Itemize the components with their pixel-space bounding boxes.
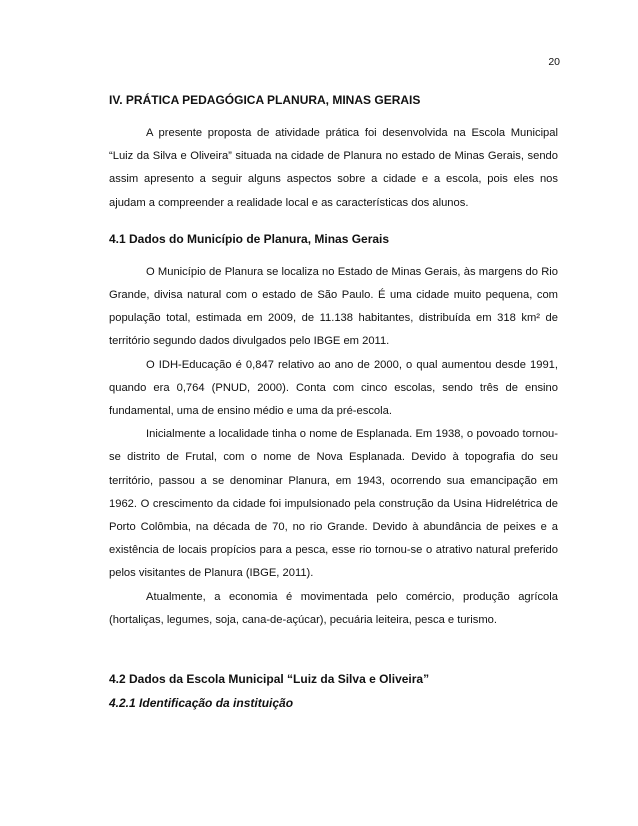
page-number: 20 <box>548 56 560 68</box>
section-4-1-paragraph-2: O IDH-Educação é 0,847 relativo ao ano de 2000, o qual aumentou desde 1991, quando era 0,764 (PNUD, 2000). Conta com cinco escolas, sendo três de ensino fundamental, uma de ensino médio e uma da pré-escola. <box>109 358 558 418</box>
section-iv-heading: IV. PRÁTICA PEDAGÓGICA PLANURA, MINAS GERAIS <box>109 93 421 107</box>
section-4-2-1-heading: 4.2.1 Identificação da instituição <box>109 696 294 711</box>
section-4-1-paragraph-4: Atualmente, a economia é movimentada pelo comércio, produção agrícola (hortaliças, legumes, soja, cana-de-açúcar), pecuária leiteira, pesca e turismo. <box>109 590 558 626</box>
section-4-1-paragraph-3: Inicialmente a localidade tinha o nome de Esplanada. Em 1938, o povoado tornou-se distrito de Frutal, com o nome de Nova Esplanada. Devido à topografia do seu território, passou a se denominar Planura, em 1943, ocorrendo sua emancipação em 1962. O crescimento da cidade foi impulsionado pela construção da Usina Hidrelétrica de Porto Colômbia, na década de 70, no rio Grande. Devido à abundância de peixes e a existência de locais propícios para a pesca, esse rio tornou-se o atrativo natural preferido pelos visitantes de Planura (IBGE, 2011). <box>109 428 558 580</box>
section-4-1-heading: 4.1 Dados do Município de Planura, Minas Gerais <box>109 231 390 246</box>
section-iv-intro-paragraph: A presente proposta de atividade prática foi desenvolvida na Escola Municipal “Luiz da Silva e Oliveira” situada na cidade de Planura no estado de Minas Gerais, sendo assim apresento a seguir alguns aspectos sobre a cidade e a escola, pois eles nos ajudam a compreender a realidade local e as características dos alunos. <box>109 127 558 209</box>
page-content <box>109 88 558 715</box>
section-4-1-paragraph-1: O Município de Planura se localiza no Estado de Minas Gerais, às margens do Rio Grande, divisa natural com o estado de São Paulo. É uma cidade muito pequena, com população total, estimada em 2009, de 11.138 habitantes, distribuída em 318 km² de território segundo dados divulgados pelo IBGE em 2011. <box>109 265 558 348</box>
section-4-2-heading: 4.2 Dados da Escola Municipal “Luiz da Silva e Oliveira” <box>109 672 430 687</box>
